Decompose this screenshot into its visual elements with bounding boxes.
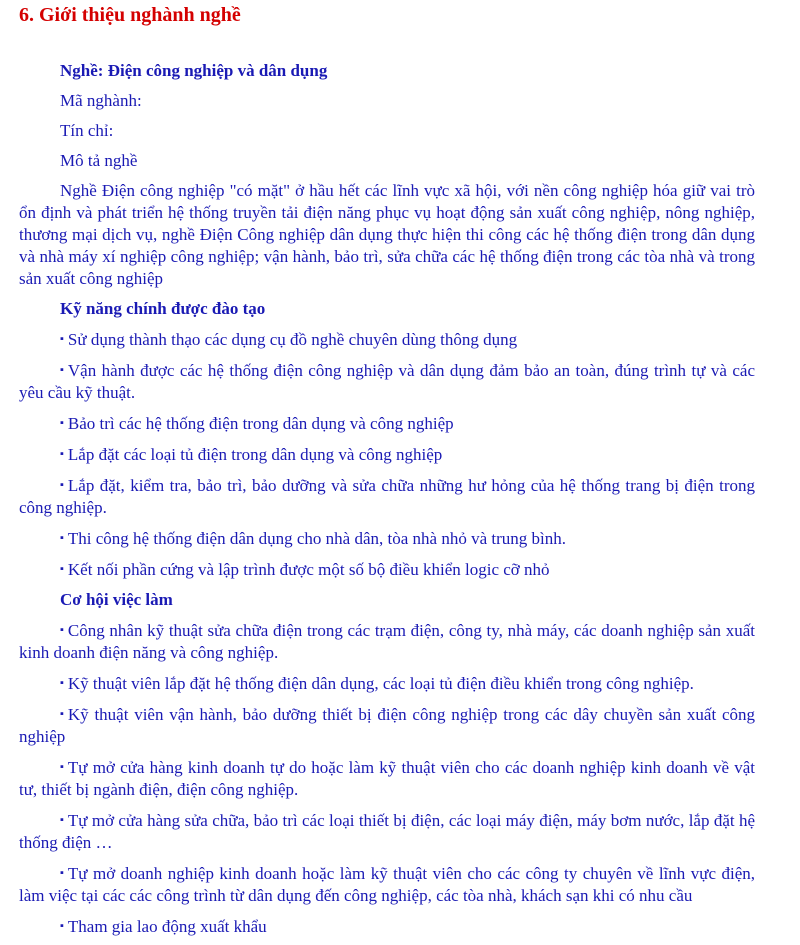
- occupation-code-label: Mã nghành:: [60, 91, 142, 110]
- job-item-text: Tự mở cửa hàng kinh doanh tự do hoặc làm kỹ thuật viên cho các doanh nghiệp kinh doanh về vật tư, thiết bị ngành điện, điện công nghiệp.: [19, 758, 755, 799]
- occupation-description: Nghề Điện công nghiệp "có mặt" ở hầu hết các lĩnh vực xã hội, với nền công nghiệp hóa giữ vai trò ổn định và phát triển hệ thống truyền tải điện năng phục vụ hoạt động sản xuất công nghiệp, nông nghiệp, thương mại dịch vụ, nghề Điện Công nghiệp dân dụng thực hiện thi công các hệ thống điện trong dân dụng và nhà máy xí nghiệp công nghiệp; vận hành, bảo trì, sửa chữa các hệ thống điện trong các tòa nhà và trong sản xuất công nghiệp: [19, 181, 755, 288]
- skill-item: [19, 412, 755, 435]
- skill-item-text: Thi công hệ thống điện dân dụng cho nhà dân, tòa nhà nhỏ và trung bình.: [67, 529, 566, 548]
- bullet-icon: ▪: [60, 708, 64, 720]
- bullet-icon: ▪: [60, 920, 64, 932]
- skill-item-text: Lắp đặt, kiểm tra, bảo trì, bảo dưỡng và sửa chữa những hư hỏng của hệ thống trang bị điện trong công nghiệp.: [19, 476, 755, 517]
- skills-list: [19, 328, 755, 581]
- document-content: [19, 60, 755, 938]
- job-item-text: Tham gia lao động xuất khẩu: [67, 917, 267, 936]
- bullet-icon: ▪: [60, 417, 64, 429]
- job-item: [19, 756, 755, 801]
- skill-item-text: Lắp đặt các loại tủ điện trong dân dụng và công nghiệp: [67, 445, 443, 464]
- occupation-description-label: Mô tả nghề: [60, 151, 138, 170]
- skill-item: [19, 527, 755, 550]
- skill-item: [19, 443, 755, 466]
- bullet-icon: ▪: [60, 532, 64, 544]
- skill-item: [19, 558, 755, 581]
- job-item-text: Kỹ thuật viên vận hành, bảo dưỡng thiết bị điện công nghiệp trong các dây chuyền sản xuất công nghiệp: [19, 705, 755, 746]
- bullet-icon: ▪: [60, 479, 64, 491]
- bullet-icon: ▪: [60, 624, 64, 636]
- job-item: [19, 809, 755, 854]
- skill-item-text: Sử dụng thành thạo các dụng cụ đồ nghề chuyên dùng thông dụng: [67, 330, 518, 349]
- bullet-icon: ▪: [60, 814, 64, 826]
- job-item-text: Tự mở cửa hàng sửa chữa, bảo trì các loại thiết bị điện, các loại máy điện, máy bơm nước, lắp đặt hệ thống điện …: [19, 811, 755, 852]
- job-item-text: Kỹ thuật viên lắp đặt hệ thống điện dân dụng, các loại tủ điện điều khiển trong công nghiệp.: [67, 674, 694, 693]
- job-item-text: Công nhân kỹ thuật sửa chữa điện trong các trạm điện, công ty, nhà máy, các doanh nghiệp sản xuất kinh doanh điện năng và công nghiệp.: [19, 621, 755, 662]
- job-item: [19, 672, 755, 695]
- bullet-icon: ▪: [60, 563, 64, 575]
- job-item: [19, 619, 755, 664]
- skill-item: [19, 359, 755, 404]
- bullet-icon: ▪: [60, 364, 64, 376]
- occupation-heading: Nghề: Điện công nghiệp và dân dụng: [60, 61, 328, 80]
- skill-item-text: Bảo trì các hệ thống điện trong dân dụng và công nghiệp: [67, 414, 454, 433]
- job-item: [19, 915, 755, 938]
- skill-item: [19, 328, 755, 351]
- skill-item-text: Kết nối phần cứng và lập trình được một số bộ điều khiển logic cỡ nhỏ: [67, 560, 550, 579]
- job-item: [19, 862, 755, 907]
- skills-heading: Kỹ năng chính được đào tạo: [60, 299, 266, 318]
- jobs-list: [19, 619, 755, 938]
- job-item: [19, 703, 755, 748]
- bullet-icon: ▪: [60, 867, 64, 879]
- jobs-heading: Cơ hội việc làm: [60, 590, 173, 609]
- skill-item: [19, 474, 755, 519]
- bullet-icon: ▪: [60, 333, 64, 345]
- skill-item-text: Vận hành được các hệ thống điện công nghiệp và dân dụng đảm bảo an toàn, đúng trình tự và các yêu cầu kỹ thuật.: [19, 361, 755, 402]
- occupation-credits-label: Tín chỉ:: [60, 121, 114, 140]
- job-item-text: Tự mở doanh nghiệp kinh doanh hoặc làm kỹ thuật viên cho các công ty chuyên về lĩnh vực điện, làm việc tại các các công trình từ dân dụng đến công nghiệp, các tòa nhà, khách sạn khi có nhu cầu: [19, 864, 755, 905]
- bullet-icon: ▪: [60, 448, 64, 460]
- section-title: 6. Giới thiệu nghành nghề: [19, 4, 241, 26]
- bullet-icon: ▪: [60, 761, 64, 773]
- bullet-icon: ▪: [60, 677, 64, 689]
